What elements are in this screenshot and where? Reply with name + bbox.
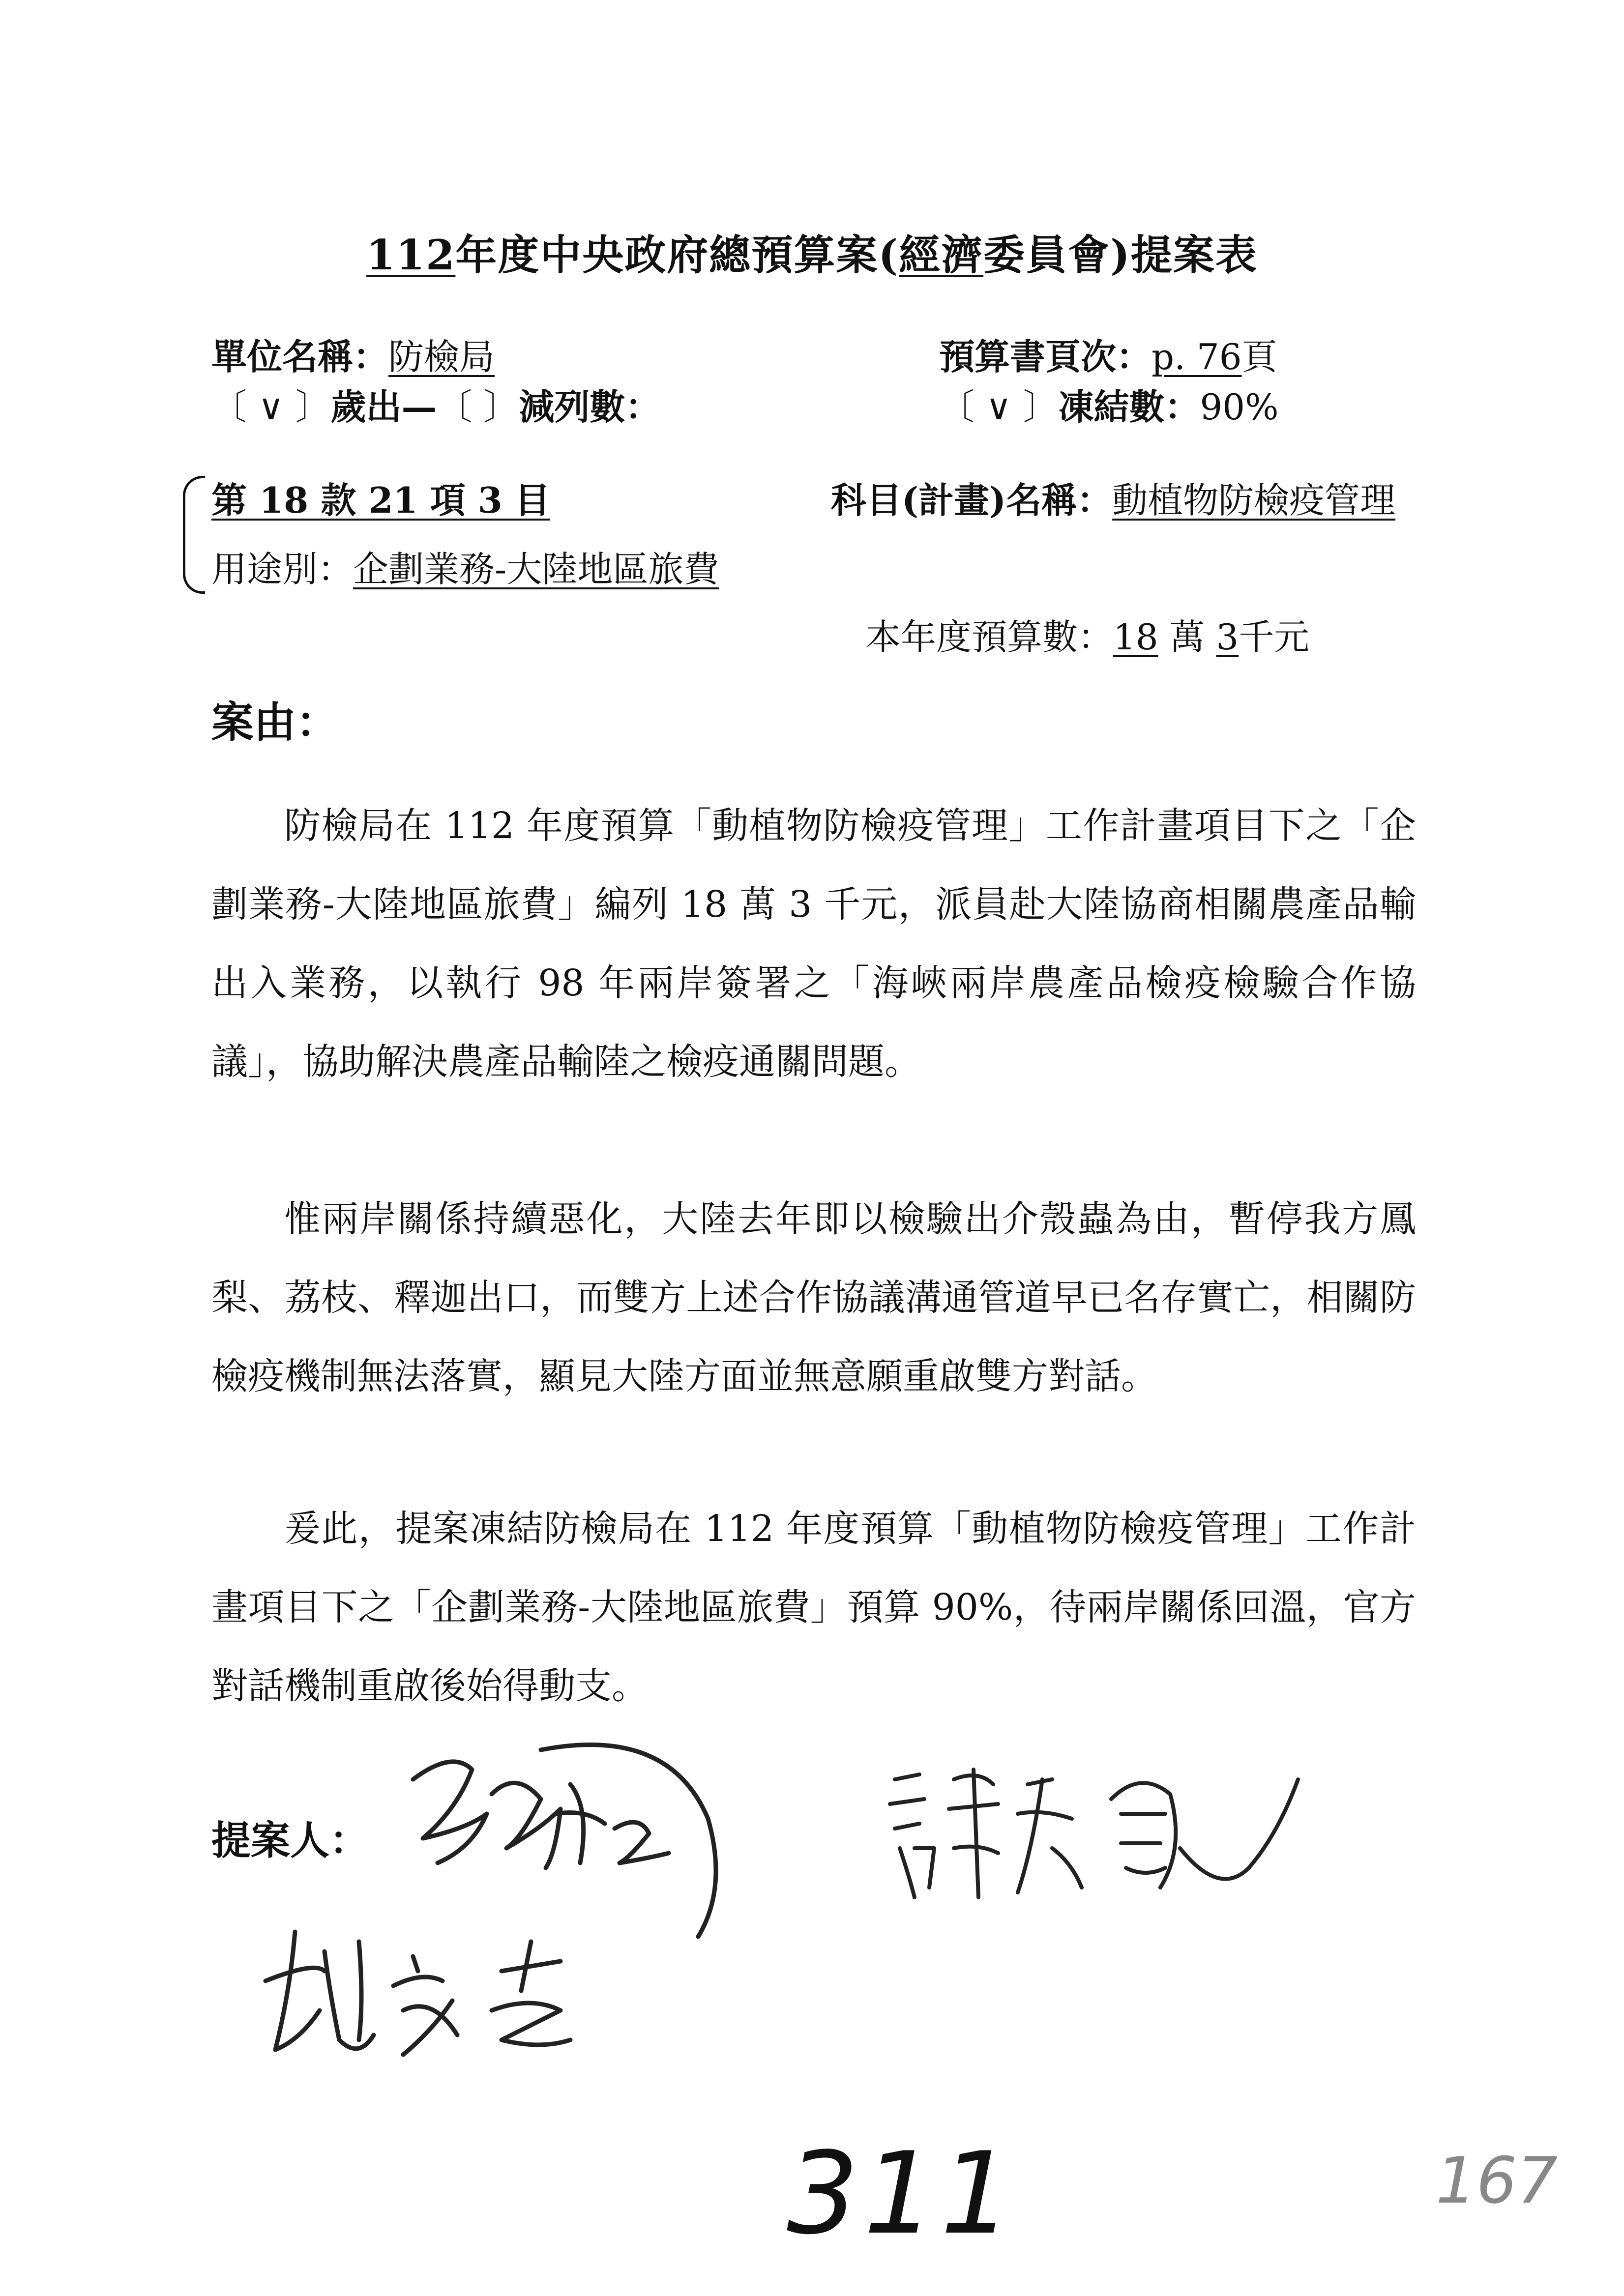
reason-paragraph-1: 防檢局在 112 年度預算「動植物防檢疫管理」工作計畫項目下之「企劃業務-大陸地區旅費」編列 18 萬 3 千元，派員赴大陸協商相關農產品輸出入業務，以執行 98 年兩岸簽署之「海峽兩岸農產品檢疫檢驗合作協議」，協助解決農產品輸陸之檢疫通關問題。 bbox=[211, 805, 1416, 1083]
subject-label: 科目(計畫)名稱： bbox=[831, 479, 1113, 521]
folio-number: 167 bbox=[1436, 2143, 1558, 2218]
cut-check-a: 〔 ∨ 〕 bbox=[211, 386, 331, 428]
title-text-pre: 年度中央政府總預算案( bbox=[455, 231, 899, 279]
page-value: p. 76 bbox=[1152, 336, 1242, 378]
page-title bbox=[0, 222, 1624, 282]
budget-unit: 千元 bbox=[1239, 616, 1310, 658]
page-suffix: 頁 bbox=[1241, 336, 1277, 378]
reason-heading: 案由： bbox=[211, 698, 338, 747]
freeze-value: 90% bbox=[1200, 386, 1279, 428]
budget-wan: 萬 bbox=[1158, 616, 1216, 658]
item-code bbox=[211, 472, 550, 523]
cut-label-b: 減列數： bbox=[519, 386, 661, 428]
unit-label: 單位名稱： bbox=[211, 336, 389, 378]
freeze-check: 〔 ∨ 〕 bbox=[939, 386, 1059, 428]
annual-budget-row bbox=[865, 609, 1309, 660]
freeze-row bbox=[939, 378, 1279, 430]
freeze-label: 凍結數： bbox=[1058, 386, 1200, 428]
page-number: 311 bbox=[787, 2128, 1017, 2260]
page-label: 預算書頁次： bbox=[939, 336, 1152, 378]
cut-check-b: 〔 〕 bbox=[437, 386, 519, 428]
budget-b: 3 bbox=[1216, 616, 1239, 658]
subject-row bbox=[831, 472, 1395, 523]
usage-value: 企劃業務-大陸地區旅費 bbox=[353, 549, 719, 590]
budget-label: 本年度預算數： bbox=[865, 616, 1114, 658]
unit-value: 防檢局 bbox=[388, 336, 495, 378]
cut-label-a: 歲出— bbox=[330, 386, 437, 428]
reason-paragraph-2: 惟兩岸關係持續惡化，大陸去年即以檢驗出介殼蟲為由，暫停我方鳳梨、荔枝、釋迦出口，而雙方上述合作協議溝通管道早已名存實亡，相關防檢疫機制無法落實，顯見大陸方面並無意願重啟雙方對話。 bbox=[211, 1198, 1416, 1397]
unit-name-row bbox=[211, 328, 495, 379]
usage-row bbox=[211, 541, 719, 592]
cut-row bbox=[211, 378, 660, 430]
item-bracket bbox=[183, 476, 205, 594]
subject-value: 動植物防檢疫管理 bbox=[1112, 480, 1396, 521]
title-committee: 經濟 bbox=[899, 231, 984, 279]
title-text-post: 委員會)提案表 bbox=[983, 231, 1258, 279]
usage-label: 用途別： bbox=[211, 549, 354, 590]
signature-2 bbox=[865, 1750, 1318, 1912]
budget-page-row bbox=[939, 328, 1277, 379]
reason-paragraph-3: 爰此，提案凍結防檢局在 112 年度預算「動植物防檢疫管理」工作計畫項目下之「企劃業務-大陸地區旅費」預算 90%，待兩岸關係回溫，官方對話機制重啟後始得動支。 bbox=[211, 1508, 1416, 1707]
signature-3 bbox=[246, 1912, 649, 2074]
title-year: 112 bbox=[366, 231, 456, 279]
proposer-label: 提案人： bbox=[211, 1817, 369, 1863]
item-code-text: 第 18 款 21 項 3 目 bbox=[211, 479, 550, 521]
budget-a: 18 bbox=[1113, 616, 1158, 658]
